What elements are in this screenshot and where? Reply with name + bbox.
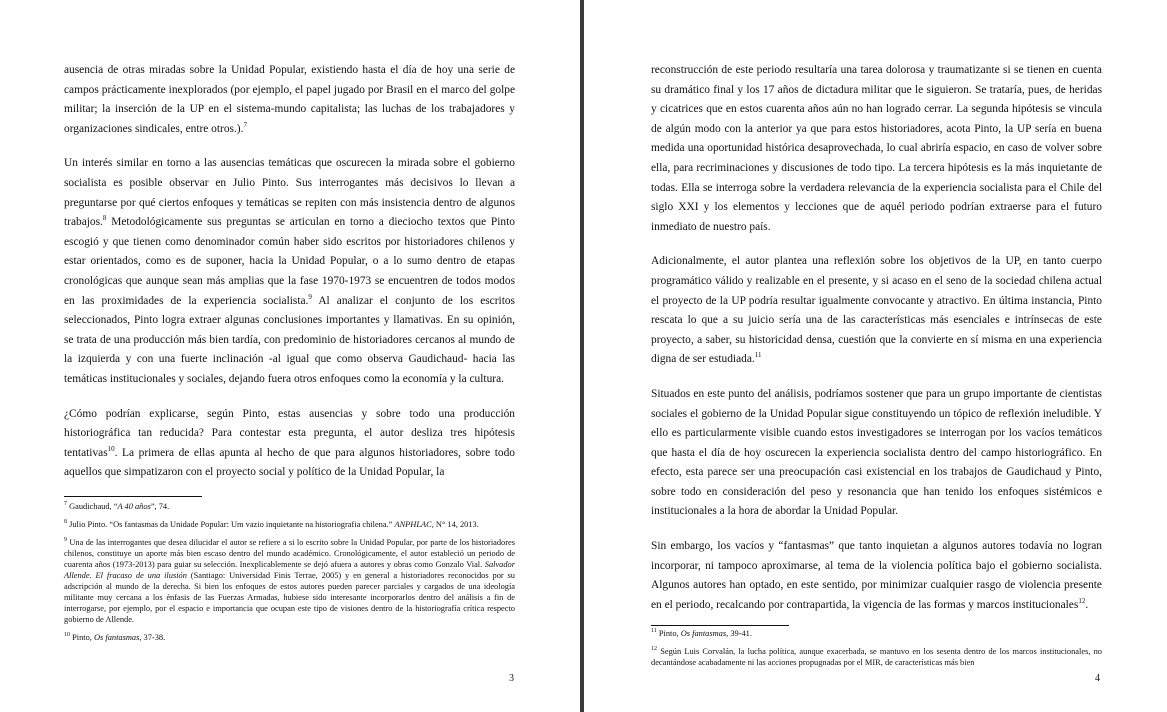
document-page-left <box>0 0 580 712</box>
paragraph: reconstrucción de este periodo resultaría una tarea dolorosa y traumatizante si se tienen en cuenta su dramático final y los 17 años de dictadura militar que le siguieron. Se trataría, pues, de heridas y cicatrices que en estos cuarenta años aún no han logrado cerrar. La segunda hipótesis se vincula de algún modo con la anterior ya que para estos historiadores, acota Pinto, la UP sería en buena medida una oportunidad histórica desaprovechada, lo cual abriría espacio, en caso de volver sobre ella, para recriminaciones y discusiones de todo tipo. La tercera hipótesis es la más inquietante de todas. Ella se interroga sobre la verdadera relevancia de la experiencia socialista para el Chile del siglo XXI y los elementos y lecciones que de aquél periodo podrían extraerse para el futuro inmediato de nuestro país. <box>651 64 1102 233</box>
footnotes <box>651 628 1102 675</box>
footnote: $^{10}$ Pinto, Os fantasmas, 37-38. <box>64 632 166 642</box>
footnote-separator <box>651 625 789 626</box>
footnote: $^{11}$ Pinto, Os fantasmas, 39-41. <box>651 628 752 638</box>
footnote: $^7$ Gaudichaud, “A 40 años”, 74. <box>64 501 170 511</box>
footnote-reference[interactable]: 11 <box>754 351 762 360</box>
document-page-right <box>584 0 1167 712</box>
page-body <box>64 61 515 483</box>
footnote-separator <box>64 496 202 497</box>
footnote-reference[interactable]: 8 <box>102 214 107 223</box>
page-number: 3 <box>509 673 514 684</box>
page-body <box>651 61 1102 615</box>
footnote-reference[interactable]: 7 <box>243 120 247 129</box>
footnote-reference[interactable]: 12 <box>1078 597 1086 606</box>
footnotes <box>64 501 515 650</box>
paragraph: Un interés similar en torno a las ausencias temáticas que oscurecen la mirada sobre el gobierno socialista es posible observar en Julio Pinto. Sus interrogantes más decisivos lo llevan a preguntarse por qué ciertos enfoques y temáticas se repiten con más insistencia dentro de algunos trabajos.$^8$ Metodológicamente sus preguntas se articulan en torno a dieciocho textos que Pinto escogió y que tienen como denominador común haber sido escritos por historiadores chilenos y estar orientados, como es de suponer, hacia la Unidad Popular, o a lo sumo dentro de etapas cronológicas que aunque sean más amplias que la fase 1970-1973 se encuentren de todos modos en las proximidades de la experiencia socialista.$^9$ Al analizar el conjunto de los escritos seleccionados, Pinto logra extraer algunas conclusiones importantes y llamativas. En su opinión, se trata de una producción más bien tardía, con predominio de historiadores cercanos al mundo de la izquierda y con una fuerte inclinación -al igual que como observa Gaudichaud- hacia las temáticas institucionales y sociales, dejando fuera otros enfoques como la economía y la cultura. <box>64 157 515 385</box>
footnote: $^{12}$ Según Luis Corvalán, la lucha política, aunque exacerbada, se mantuvo en los sesenta dentro de los marcos institucionales, no decantándose acabadamente ni las acciones propugnadas por el MIR, de características más bien <box>651 646 1102 667</box>
paragraph: ¿Cómo podrían explicarse, según Pinto, estas ausencias y sobre todo una producción historiográfica tan reducida? Para contestar esta pregunta, el autor desliza tres hipótesis tentativas$^{10}$. La primera de ellas apunta al hecho de que para algunos historiadores, sobre todo aquellos que simpatizaron con el proyecto social y político de la Unidad Popular, la <box>64 407 515 479</box>
paragraph: Adicionalmente, el autor plantea una reflexión sobre los objetivos de la UP, en tanto cuerpo programático válido y realizable en el presente, y si acaso en el seno de la sociedad chilena actual el proyecto de la UP podría resultar igualmente convocante y atractivo. En última instancia, Pinto rescata lo que a su juicio sería una de las características más esenciales e intrínsecas de este proyecto, a saber, su historicidad densa, cuestión que la convierte en sí misma en una experiencia digna de ser estudiada.$^{11}$ <box>651 255 1102 366</box>
footnote: $^9$ Una de las interrogantes que desea dilucidar el autor se refiere a si lo escrito sobre la Unidad Popular, por parte de los historiadores chilenos, constituye un aporte más bien escaso dentro del mundo académico. Cronológicamente, el autor estableció un periodo de cuarenta años (1973-2013) para guiar su selección. Inexplicablemente se dejó afuera a autores y obras como Gonzalo Vial. Salvador Allende. El fracaso de una ilusión (Santiago: Universidad Finis Terrae, 2005) y en general a historiadores reconocidos por su adscripción al mundo de la derecha. Si bien los enfoques de estos autores pueden parecer parciales y cargados de una ideología militante muy cercana a los énfasis de las Fuerzas Armadas, hubiese sido interesante incorporarlos dentro del análisis a fin de interrogarse, por ejemplo, por el espacio e importancia que ocupan este tipo de visiones dentro de la historiografía crítica respecto gobierno de Allende. <box>64 537 515 624</box>
paragraph: Sin embargo, los vacíos y “fantasmas” que tanto inquietan a algunos autores todavía no logran incorporar, ni tampoco aproximarse, al tema de la violencia política bajo el gobierno socialista. Algunos autores han optado, en este sentido, por minimizar cualquier rasgo de violencia presente en el periodo, recalcando por contrapartida, la vigencia de las formas y marcos institucionales$^{12}$. <box>651 540 1102 611</box>
paragraph: Situados en este punto del análisis, podríamos sostener que para un grupo importante de cientistas sociales el gobierno de la Unidad Popular sigue constituyendo un tópico de reflexión ineludible. Y ello es particularmente visible cuando estos investigadores se interrogan por los vacíos temáticos que hasta el día de hoy oscurecen la experiencia socialista dentro del campo historiográfico. En efecto, esta parece ser una preocupación casi existencial en los trabajos de Gaudichaud y Pinto, sobre todo en consideración del peso y resonancia que han tenido los enfoques sistémicos e institucionales a la hora de abordar la Unidad Popular. <box>651 387 1102 518</box>
footnote: $^8$ Julio Pinto. “Os fantasmas da Unidade Popular: Um vazio inquietante na historiografia chilena.” ANPHLAC, N° 14, 2013. <box>64 519 479 529</box>
page-number: 4 <box>1095 673 1100 684</box>
footnote-reference[interactable]: 10 <box>107 444 115 453</box>
paragraph: ausencia de otras miradas sobre la Unidad Popular, existiendo hasta el día de hoy una serie de campos prácticamente inexplorados (por ejemplo, el papel jugado por Brasil en el marco del golpe militar; la inserción de la UP en el sistema-mundo capitalista; las luchas de los trabajadores y organizaciones sindicales, entre otros.).$^7$ <box>64 64 515 135</box>
footnote-reference[interactable]: 9 <box>308 292 312 301</box>
